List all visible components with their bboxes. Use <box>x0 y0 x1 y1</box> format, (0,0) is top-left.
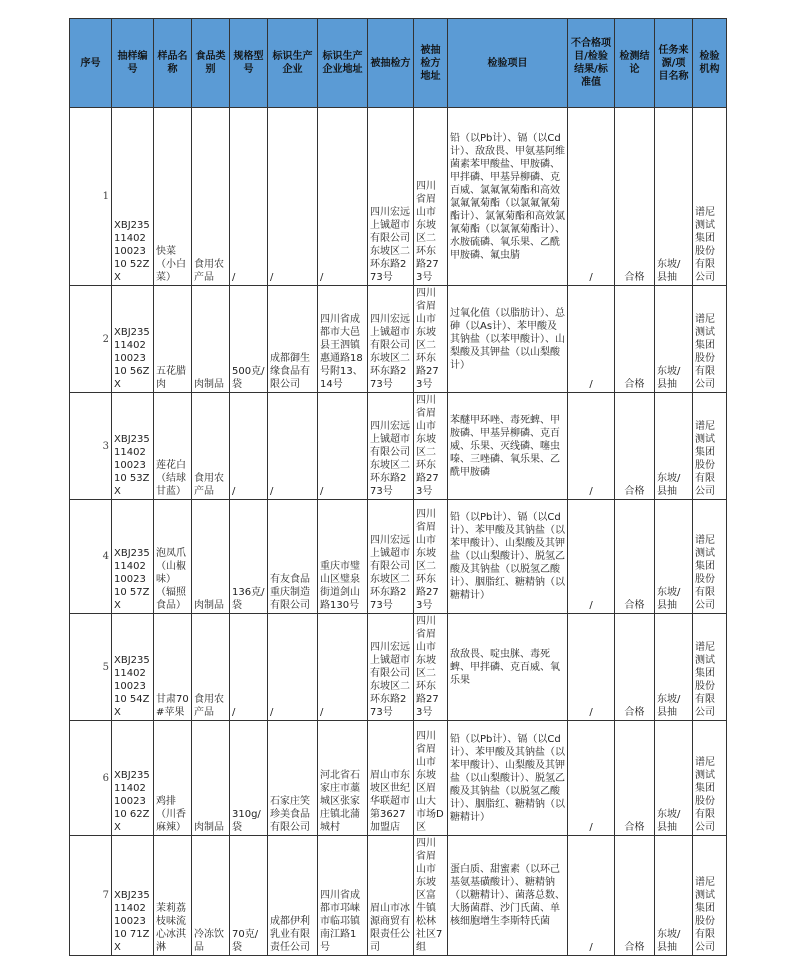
test-conclusion: 合格 <box>615 393 655 500</box>
column-header: 序号 <box>70 19 112 108</box>
column-header: 标识生产企业地址 <box>318 19 368 108</box>
sample-name: 快菜（小白菜） <box>154 108 192 286</box>
task-source: 东坡/县抽 <box>655 393 693 500</box>
failed-items: / <box>568 286 615 393</box>
sample-name: 甘肃70#苹果 <box>154 614 192 721</box>
table-row <box>70 286 727 393</box>
food-category: 食用农产品 <box>192 614 230 721</box>
spec-model: 500克/袋 <box>230 286 268 393</box>
food-category: 食用农产品 <box>192 108 230 286</box>
sampled-party: 四川宏远上铖超市有限公司东坡区二环东路273号 <box>368 393 414 500</box>
table-body <box>70 108 727 956</box>
inspection-table-wrapper <box>69 18 726 956</box>
column-header: 任务来源/项目名称 <box>655 19 693 108</box>
test-lab: 谱尼测试集团股份有限公司 <box>693 614 727 721</box>
test-lab: 谱尼测试集团股份有限公司 <box>693 500 727 614</box>
test-lab: 谱尼测试集团股份有限公司 <box>693 393 727 500</box>
test-conclusion: 合格 <box>615 721 655 836</box>
manufacturer-address: / <box>318 108 368 286</box>
sample-name: 五花腊肉 <box>154 286 192 393</box>
test-items: 敌敌畏、啶虫脒、毒死蜱、甲拌磷、克百威、氧乐果 <box>448 614 568 721</box>
sample-code: XBJ235114021002310 53ZX <box>112 393 154 500</box>
manufacturer-address: 四川省成都市邛崃市临邛镇南江路1号 <box>318 836 368 956</box>
sample-code: XBJ235114021002310 54ZX <box>112 614 154 721</box>
failed-items: / <box>568 836 615 956</box>
column-header: 抽样编号 <box>112 19 154 108</box>
column-header: 检验项目 <box>448 19 568 108</box>
inspection-table <box>69 18 727 956</box>
column-header: 样品名称 <box>154 19 192 108</box>
test-conclusion: 合格 <box>615 500 655 614</box>
column-header: 被抽检方地址 <box>414 19 448 108</box>
test-lab: 谱尼测试集团股份有限公司 <box>693 286 727 393</box>
spec-model: 136克/袋 <box>230 500 268 614</box>
spec-model: 310g/袋 <box>230 721 268 836</box>
manufacturer: 成都伊利乳业有限责任公司 <box>268 836 318 956</box>
manufacturer: 石家庄笑珍美食品有限公司 <box>268 721 318 836</box>
test-items: 铅（以Pb计）、镉（以Cd计）、苯甲酸及其钠盐（以苯甲酸计）、山梨酸及其钾盐（以山梨酸计）、脱氢乙酸及其钠盐（以脱氢乙酸计）、胭脂红、糖精钠（以糖精计） <box>448 721 568 836</box>
column-header: 食品类别 <box>192 19 230 108</box>
manufacturer: 有友食品重庆制造有限公司 <box>268 500 318 614</box>
spec-model: 70克/袋 <box>230 836 268 956</box>
manufacturer: / <box>268 393 318 500</box>
task-source: 东坡/县抽 <box>655 500 693 614</box>
table-row <box>70 108 727 286</box>
sampled-party: 眉山市东坡区世纪华联超市第3627加盟店 <box>368 721 414 836</box>
sample-code: XBJ235114021002310 52ZX <box>112 108 154 286</box>
test-items: 苯醚甲环唑、毒死蜱、甲胺磷、甲基异柳磷、克百威、乐果、灭线磷、噻虫嗪、三唑磷、氧乐果、乙酰甲胺磷 <box>448 393 568 500</box>
sampled-party: 四川宏远上铖超市有限公司东坡区二环东路273号 <box>368 500 414 614</box>
row-number: 7 <box>70 836 112 956</box>
food-category: 肉制品 <box>192 500 230 614</box>
column-header: 检测结论 <box>615 19 655 108</box>
row-number: 2 <box>70 286 112 393</box>
failed-items: / <box>568 393 615 500</box>
test-items: 过氧化值（以脂肪计）、总砷（以As计）、苯甲酸及其钠盐（以苯甲酸计）、山梨酸及其钾盐（以山梨酸计） <box>448 286 568 393</box>
test-lab: 谱尼测试集团股份有限公司 <box>693 721 727 836</box>
task-source: 东坡/县抽 <box>655 721 693 836</box>
failed-items: / <box>568 614 615 721</box>
spec-model: / <box>230 393 268 500</box>
spec-model: / <box>230 614 268 721</box>
manufacturer-address: / <box>318 393 368 500</box>
column-header: 检验机构 <box>693 19 727 108</box>
sampled-party-address: 四川省眉山市东坡区二环东路273号 <box>414 393 448 500</box>
table-row <box>70 836 727 956</box>
sample-name: 莲花白（结球甘蓝） <box>154 393 192 500</box>
test-lab: 谱尼测试集团股份有限公司 <box>693 836 727 956</box>
manufacturer-address: 河北省石家庄市藁城区张家庄镇北蒲城村 <box>318 721 368 836</box>
row-number: 4 <box>70 500 112 614</box>
test-items: 铅（以Pb计）、镉（以Cd计）、敌敌畏、甲氨基阿维菌素苯甲酸盐、甲胺磷、甲拌磷、甲基异柳磷、克百威、氯氟氰菊酯和高效氯氟氰菊酯（以氯氟氰菊酯计）、氯氰菊酯和高效氯氰菊酯（以氯氰菊酯计）、水胺硫磷、氧乐果、乙酰甲胺磷、氟虫腈 <box>448 108 568 286</box>
row-number: 6 <box>70 721 112 836</box>
spec-model: / <box>230 108 268 286</box>
sampled-party-address: 四川省眉山市东坡区二环东路273号 <box>414 286 448 393</box>
sample-code: XBJ235114021002310 62ZX <box>112 721 154 836</box>
table-header <box>70 19 727 108</box>
failed-items: / <box>568 108 615 286</box>
row-number: 5 <box>70 614 112 721</box>
test-conclusion: 合格 <box>615 286 655 393</box>
table-row <box>70 393 727 500</box>
task-source: 东坡/县抽 <box>655 286 693 393</box>
sampled-party-address: 四川省眉山市东坡区富牛镇松林社区7组 <box>414 836 448 956</box>
food-category: 冷冻饮品 <box>192 836 230 956</box>
column-header: 不合格项目/检验结果/标准值 <box>568 19 615 108</box>
failed-items: / <box>568 500 615 614</box>
task-source: 东坡/县抽 <box>655 108 693 286</box>
sampled-party-address: 四川省眉山市东坡区二环东路273号 <box>414 108 448 286</box>
food-category: 肉制品 <box>192 286 230 393</box>
manufacturer-address: / <box>318 614 368 721</box>
test-conclusion: 合格 <box>615 108 655 286</box>
sampled-party: 四川宏远上铖超市有限公司东坡区二环东路273号 <box>368 286 414 393</box>
sample-name: 茉莉荔枝味流心冰淇淋 <box>154 836 192 956</box>
row-number: 1 <box>70 108 112 286</box>
sample-code: XBJ235114021002310 57ZX <box>112 500 154 614</box>
column-header: 标识生产企业 <box>268 19 318 108</box>
sampled-party: 四川宏远上铖超市有限公司东坡区二环东路273号 <box>368 108 414 286</box>
manufacturer-address: 四川省成都市大邑县王泗镇惠通路18号附13、14号 <box>318 286 368 393</box>
sampled-party: 四川宏远上铖超市有限公司东坡区二环东路273号 <box>368 614 414 721</box>
food-category: 肉制品 <box>192 721 230 836</box>
manufacturer: 成都御生缘食品有限公司 <box>268 286 318 393</box>
column-header: 规格型号 <box>230 19 268 108</box>
sample-code: XBJ235114021002310 56ZX <box>112 286 154 393</box>
failed-items: / <box>568 721 615 836</box>
test-conclusion: 合格 <box>615 836 655 956</box>
table-row <box>70 500 727 614</box>
sampled-party: 眉山市冰源商贸有限责任公司 <box>368 836 414 956</box>
sample-name: 鸡排（川香麻辣） <box>154 721 192 836</box>
task-source: 东坡/县抽 <box>655 614 693 721</box>
table-row <box>70 721 727 836</box>
test-items: 蛋白质、甜蜜素（以环己基氨基磺酸计）、糖精钠（以糖精计）、菌落总数、大肠菌群、沙门氏菌、单核细胞增生李斯特氏菌 <box>448 836 568 956</box>
task-source: 东坡/县抽 <box>655 836 693 956</box>
manufacturer-address: 重庆市璧山区璧泉街道剑山路130号 <box>318 500 368 614</box>
header-row <box>70 19 727 108</box>
test-items: 铅（以Pb计）、镉（以Cd计）、苯甲酸及其钠盐（以苯甲酸计）、山梨酸及其钾盐（以山梨酸计）、脱氢乙酸及其钠盐（以脱氢乙酸计）、胭脂红、糖精钠（以糖精计） <box>448 500 568 614</box>
sample-name: 泡凤爪（山椒味）（辐照食品） <box>154 500 192 614</box>
table-row <box>70 614 727 721</box>
manufacturer: / <box>268 108 318 286</box>
food-category: 食用农产品 <box>192 393 230 500</box>
test-conclusion: 合格 <box>615 614 655 721</box>
column-header: 被抽检方 <box>368 19 414 108</box>
sample-code: XBJ235114021002310 71ZX <box>112 836 154 956</box>
row-number: 3 <box>70 393 112 500</box>
sampled-party-address: 四川省眉山市东坡区眉山大市场D区 <box>414 721 448 836</box>
sampled-party-address: 四川省眉山市东坡区二环东路273号 <box>414 500 448 614</box>
test-lab: 谱尼测试集团股份有限公司 <box>693 108 727 286</box>
manufacturer: / <box>268 614 318 721</box>
sampled-party-address: 四川省眉山市东坡区二环东路273号 <box>414 614 448 721</box>
